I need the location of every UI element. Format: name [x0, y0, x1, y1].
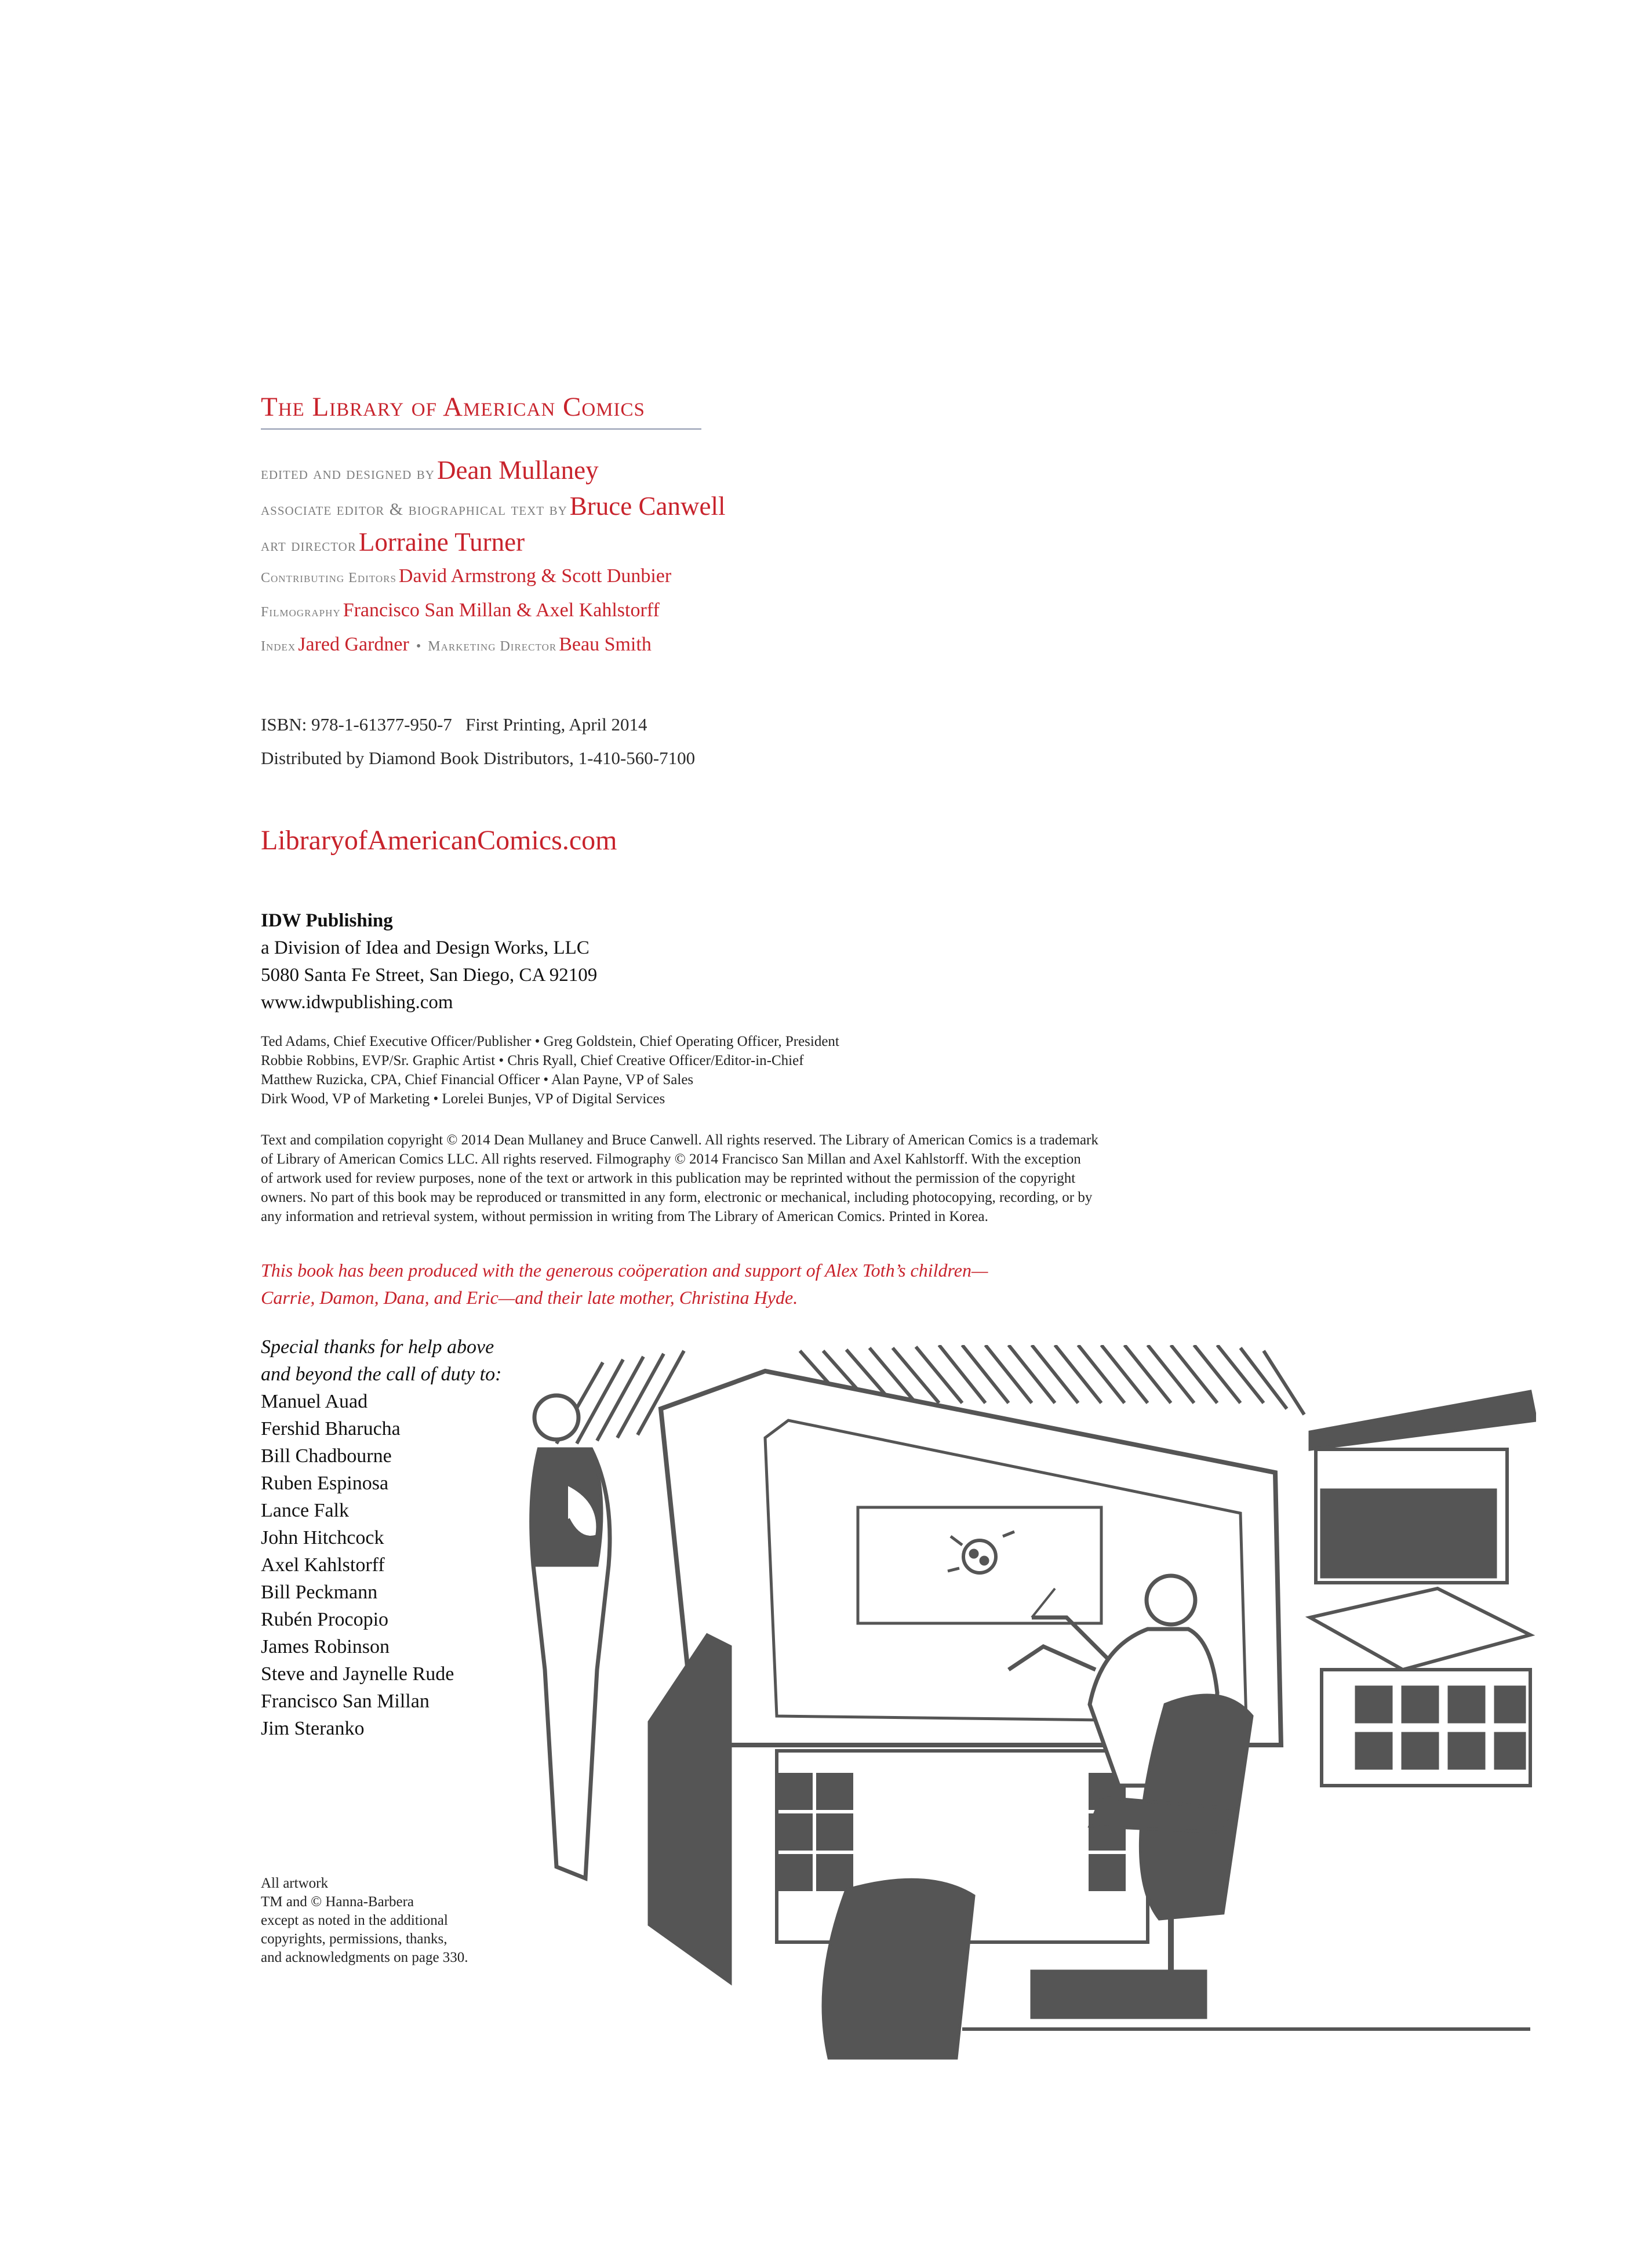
special-thanks: [261, 1333, 501, 1742]
credit-role: edited and designed by: [261, 464, 435, 483]
credit-name: Jared Gardner: [298, 634, 409, 655]
separator-bullet: •: [416, 639, 421, 654]
thanks-name: Bill Peckmann: [261, 1582, 378, 1603]
publisher-division: a Division of Idea and Design Works, LLC: [261, 937, 590, 958]
publisher-address: 5080 Santa Fe Street, San Diego, CA 92109: [261, 965, 598, 986]
isbn: ISBN: 978-1-61377-950-7: [261, 714, 452, 735]
thanks-name: James Robinson: [261, 1636, 390, 1657]
thanks-name: Jim Steranko: [261, 1718, 365, 1739]
thanks-name: Lance Falk: [261, 1500, 349, 1521]
officer-line: Robbie Robbins, EVP/Sr. Graphic Artist • Chris Ryall, Chief Creative Officer/Editor-in-Chief: [261, 1053, 804, 1068]
thanks-name: Ruben Espinosa: [261, 1473, 389, 1494]
side-desk: [1310, 1391, 1536, 1786]
standing-man: [532, 1395, 610, 1878]
thanks-name: Axel Kahlstorff: [261, 1554, 385, 1576]
dedication-line: This book has been produced with the generous coöperation and support of Alex Toth’s children—: [261, 1260, 988, 1281]
cabinet: [649, 1635, 730, 1983]
series-title: The Library of American Comics: [261, 392, 645, 422]
credit-role: Filmography: [261, 605, 341, 620]
credit-role: Index: [261, 639, 296, 654]
credit-name: Beau Smith: [559, 634, 652, 655]
credit-filmography: [261, 599, 660, 621]
copyright-line: Text and compilation copyright © 2014 Dean Mullaney and Bruce Canwell. All rights reserved. The Library of American Comics is a trademark: [261, 1132, 1098, 1148]
credit-name: Lorraine Turner: [358, 528, 525, 557]
thanks-intro: Special thanks for help above: [261, 1336, 494, 1358]
credit-index-marketing: [261, 634, 652, 656]
officers-list: [261, 1032, 839, 1108]
officer-line: Ted Adams, Chief Executive Officer/Publisher • Greg Goldstein, Chief Operating Officer, President: [261, 1034, 839, 1049]
credit-name: Dean Mullaney: [436, 456, 599, 485]
copyright-notice: [261, 1130, 1200, 1226]
copyright-line: any information and retrieval system, without permission in writing from The Library of American Comics. Printed in Korea.: [261, 1209, 988, 1224]
art-credit-line: All artwork: [261, 1875, 328, 1891]
thanks-name: Fershid Bharucha: [261, 1418, 401, 1440]
credit-role: Contributing Editors: [261, 570, 396, 586]
dedication: [261, 1257, 988, 1311]
masthead: [261, 391, 701, 430]
credit-associate-editor: [261, 491, 725, 521]
website-link[interactable]: LibraryofAmericanComics.com: [261, 825, 617, 856]
thanks-name: Manuel Auad: [261, 1391, 368, 1412]
copyright-line: of Library of American Comics LLC. All rights reserved. Filmography © 2014 Francisco San Millan and Axel Kahlstorff. With the exception: [261, 1151, 1081, 1167]
thanks-name: Bill Chadbourne: [261, 1445, 392, 1467]
distribution-line: Distributed by Diamond Book Distributors, 1-410-560-7100: [261, 748, 696, 768]
credit-art-director: [261, 527, 525, 557]
thanks-name: John Hitchcock: [261, 1527, 384, 1548]
printing: First Printing, April 2014: [465, 714, 647, 735]
credit-editor: [261, 455, 599, 485]
thanks-name: Rubén Procopio: [261, 1609, 389, 1630]
title-rule: [261, 428, 701, 430]
isbn-line: [261, 714, 647, 735]
publisher-name: IDW Publishing: [261, 910, 393, 931]
thanks-name: Steve and Jaynelle Rude: [261, 1663, 454, 1685]
thanks-name: Francisco San Millan: [261, 1691, 430, 1712]
publisher-url[interactable]: www.idwpublishing.com: [261, 992, 453, 1013]
art-credit: [261, 1874, 468, 1967]
foreground-chair: [823, 1880, 974, 2058]
copyright-line: owners. No part of this book may be reproduced or transmitted in any form, electronic or mechanical, including photocopying, recording, or by: [261, 1190, 1093, 1205]
art-credit-line: and acknowledgments on page 330.: [261, 1950, 468, 1965]
copyright-line: of artwork used for review purposes, none of the text or artwork in this publication may be reprinted without the permission of the copyright: [261, 1171, 1076, 1186]
art-credit-line: TM and © Hanna-Barbera: [261, 1894, 414, 1910]
dedication-line: Carrie, Damon, Dana, and Eric—and their late mother, Christina Hyde.: [261, 1287, 798, 1308]
art-credit-line: copyrights, permissions, thanks,: [261, 1931, 447, 1947]
credit-name: Bruce Canwell: [569, 492, 726, 521]
artist-at-drawing-board-illustration: [452, 1345, 1536, 2064]
art-credit-line: except as noted in the additional: [261, 1913, 448, 1928]
credit-role: Marketing Director: [428, 639, 557, 654]
credit-role: associate editor & biographical text by: [261, 500, 567, 519]
credit-name: David Armstrong & Scott Dunbier: [398, 565, 672, 587]
credit-contributing-editors: [261, 565, 671, 587]
credit-role: art director: [261, 536, 356, 555]
publisher-block: [261, 907, 597, 1016]
officer-line: Matthew Ruzicka, CPA, Chief Financial Officer • Alan Payne, VP of Sales: [261, 1072, 694, 1088]
thanks-intro: and beyond the call of duty to:: [261, 1364, 502, 1385]
credit-name: Francisco San Millan & Axel Kahlstorff: [343, 599, 660, 621]
officer-line: Dirk Wood, VP of Marketing • Lorelei Bunjes, VP of Digital Services: [261, 1091, 665, 1107]
